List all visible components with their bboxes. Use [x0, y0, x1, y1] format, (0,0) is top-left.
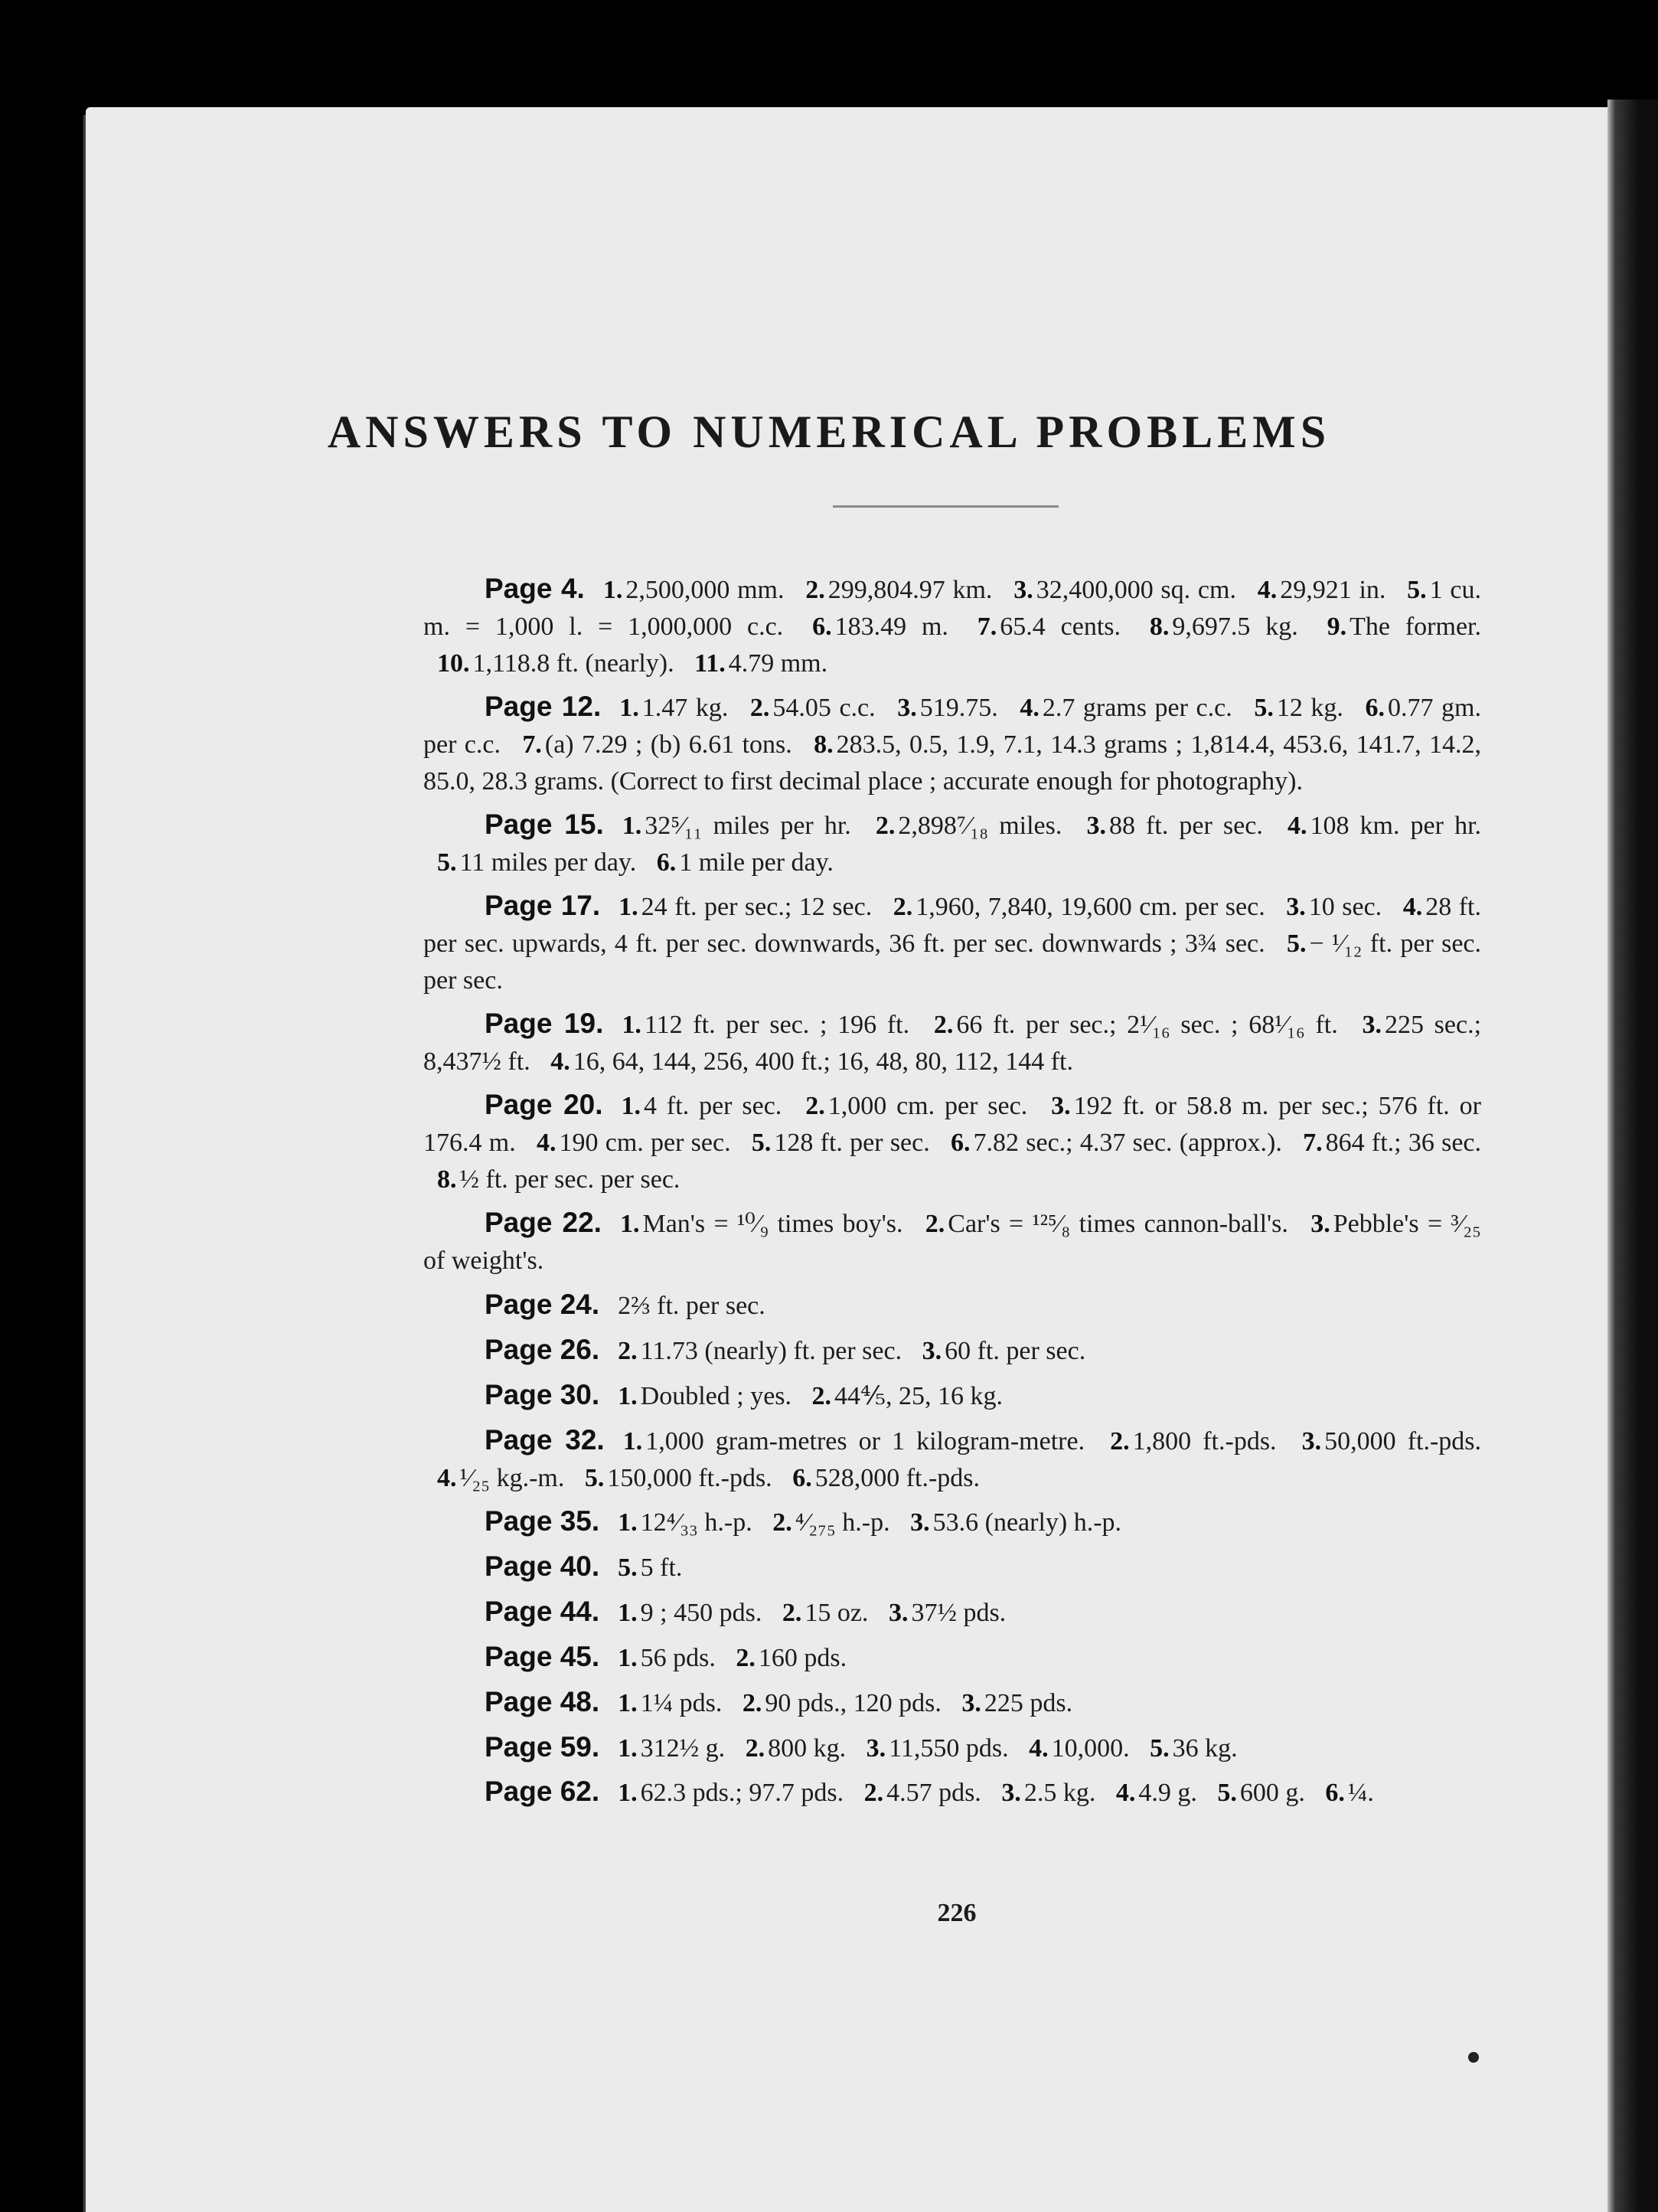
answer-text: 528,000 ft.-pds.	[814, 1464, 981, 1492]
answer-number: 1.	[618, 893, 638, 921]
answer-text: 190 cm. per sec.	[559, 1129, 731, 1157]
page-reference: Page 24.	[485, 1289, 600, 1320]
answer-text: 864 ft.; 36 sec.	[1325, 1129, 1482, 1157]
answer-text: 600 g.	[1239, 1779, 1305, 1807]
answer-entry	[423, 1086, 1481, 1198]
answer-text: 88 ft. per sec.	[1108, 812, 1263, 840]
answer-text: 28 ft. per sec. upwards, 4 ft. per sec. downwards, 36 ft. per sec. downwards ; 3¾ sec.	[423, 893, 1482, 958]
answer-text: 283.5, 0.5, 1.9, 7.1, 14.3 grams ; 1,814.4, 453.6, 141.7, 14.2, 85.0, 28.3 grams. (Correct to first decimal place ; accurate enough for photography).	[423, 730, 1482, 796]
answer-text: 11,550 pds.	[889, 1734, 1009, 1763]
answer-entry	[423, 1286, 1481, 1325]
ink-spot	[1468, 2052, 1479, 2063]
answer-number: 9.	[1327, 613, 1347, 641]
answer-text: 12⁴⁄₃₃ h.-p.	[640, 1508, 752, 1537]
answer-text: 12 kg.	[1276, 694, 1343, 722]
answer-text: 1,960, 7,840, 19,600 cm. per sec.	[915, 893, 1265, 921]
answer-text: ¹⁄₂₅ kg.-m.	[459, 1464, 565, 1492]
answer-number: 3.	[1051, 1092, 1071, 1120]
answer-text: 112 ft. per sec. ; 196 ft.	[644, 1011, 910, 1039]
answer-text: 44⅘, 25, 16 kg.	[834, 1382, 1003, 1410]
answer-number: 4.	[1257, 576, 1278, 604]
answer-text: 54.05 c.c.	[772, 694, 876, 722]
answer-text: 2⅔ ft. per sec.	[618, 1292, 765, 1320]
answer-text: 800 kg.	[768, 1734, 847, 1763]
answer-number: 3.	[1086, 812, 1106, 840]
answer-number: 2.	[863, 1779, 884, 1807]
answer-text: 10,000.	[1051, 1734, 1130, 1763]
page-reference: Page 35.	[485, 1505, 600, 1537]
answer-entry	[423, 1593, 1481, 1632]
answer-number: 5.	[751, 1129, 772, 1157]
answer-number: 3.	[1286, 893, 1306, 921]
answers-list	[423, 570, 1481, 1818]
answer-number: 1.	[618, 1689, 638, 1717]
answer-number: 1.	[622, 1427, 643, 1456]
answer-number: 5.	[1254, 694, 1274, 722]
answer-text: 1¼ pds.	[640, 1689, 723, 1717]
answer-text: 299,804.97 km.	[827, 576, 993, 604]
answer-number: 3.	[922, 1337, 942, 1365]
answer-number: 4.	[437, 1464, 457, 1492]
answer-number: 5.	[437, 848, 457, 877]
answer-number: 2.	[875, 812, 896, 840]
answer-text: 150,000 ft.-pds.	[607, 1464, 772, 1492]
page-title: ANSWERS TO NUMERICAL PROBLEMS	[327, 407, 1331, 458]
answer-number: 1.	[602, 576, 623, 604]
answer-text: 60 ft. per sec.	[945, 1337, 1086, 1365]
answer-number: 3.	[866, 1734, 886, 1763]
page-reference: Page 32.	[485, 1424, 605, 1456]
answer-text: 108 km. per hr.	[1310, 812, 1482, 840]
answer-number: 3.	[961, 1689, 981, 1717]
answer-number: 3.	[1001, 1779, 1021, 1807]
answer-text: ¼.	[1347, 1779, 1374, 1807]
answer-entry	[423, 1639, 1481, 1677]
page-reference: Page 15.	[485, 809, 604, 840]
answer-text: 9 ; 450 pds.	[640, 1599, 762, 1627]
answer-text: 160 pds.	[758, 1644, 847, 1672]
answer-number: 5.	[584, 1464, 605, 1492]
answer-entry	[423, 1422, 1481, 1497]
answer-number: 3.	[1310, 1210, 1330, 1238]
answer-entry	[423, 1331, 1481, 1370]
answer-number: 8.	[1149, 613, 1170, 641]
answer-entry	[423, 688, 1481, 800]
answer-text: 1,000 gram-metres or 1 kilogram-metre.	[645, 1427, 1085, 1456]
answer-text: 1,000 cm. per sec.	[827, 1092, 1028, 1120]
answer-text: 50,000 ft.-pds.	[1324, 1427, 1482, 1456]
answer-number: 3.	[888, 1599, 909, 1627]
answer-text: 1 cu. m. = 1,000 l. = 1,000,000 c.c.	[423, 576, 1482, 641]
answer-entry	[423, 1773, 1481, 1812]
answer-number: 10.	[437, 649, 470, 678]
answer-text: ⁴⁄₂₇₅ h.-p.	[795, 1508, 890, 1537]
answer-text: 1.47 kg.	[641, 694, 729, 722]
answer-number: 4.	[1029, 1734, 1049, 1763]
answer-text: Doubled ; yes.	[640, 1382, 792, 1410]
answer-text: 312½ g.	[640, 1734, 726, 1763]
answer-text: 11 miles per day.	[459, 848, 637, 877]
answer-text: 53.6 (nearly) h.-p.	[932, 1508, 1122, 1537]
answer-number: 3.	[1013, 576, 1033, 604]
answer-number: 6.	[1325, 1779, 1345, 1807]
answer-number: 7.	[1303, 1129, 1323, 1157]
answer-text: 36 kg.	[1172, 1734, 1238, 1763]
answer-text: 37½ pds.	[911, 1599, 1007, 1627]
page-reference: Page 62.	[485, 1776, 600, 1807]
answer-number: 3.	[910, 1508, 930, 1537]
answer-text: 29,921 in.	[1280, 576, 1386, 604]
answer-entry	[423, 806, 1481, 881]
answer-number: 2.	[811, 1382, 832, 1410]
answer-number: 2.	[1110, 1427, 1130, 1456]
answer-text: 32⁵⁄₁₁ miles per hr.	[645, 812, 851, 840]
answer-number: 2.	[782, 1599, 802, 1627]
page-reference: Page 30.	[485, 1379, 600, 1410]
answer-number: 8.	[814, 730, 834, 759]
answer-number: 5.	[618, 1554, 638, 1582]
answer-text: 225 pds.	[984, 1689, 1073, 1717]
answer-text: 10 sec.	[1308, 893, 1382, 921]
answer-number: 5.	[1150, 1734, 1170, 1763]
answer-text: 5 ft.	[640, 1554, 683, 1582]
answer-number: 2.	[745, 1734, 765, 1763]
answer-text: 4.9 g.	[1138, 1779, 1197, 1807]
page-reference: Page 22.	[485, 1207, 602, 1238]
answer-text: (a) 7.29 ; (b) 6.61 tons.	[544, 730, 792, 759]
page-reference: Page 26.	[485, 1334, 600, 1365]
answer-number: 4.	[1287, 812, 1307, 840]
answer-text: 2.5 kg.	[1023, 1779, 1096, 1807]
answer-number: 8.	[437, 1165, 457, 1194]
answer-entry	[423, 1377, 1481, 1415]
page-reference: Page 44.	[485, 1596, 600, 1627]
answer-number: 1.	[618, 1779, 638, 1807]
answer-text: 519.75.	[919, 694, 998, 722]
answer-entry	[423, 1503, 1481, 1541]
answer-number: 1.	[622, 812, 642, 840]
title-rule	[833, 505, 1059, 508]
answer-number: 3.	[1301, 1427, 1322, 1456]
answer-number: 7.	[522, 730, 542, 759]
answer-text: 11.73 (nearly) ft. per sec.	[640, 1337, 902, 1365]
page-reference: Page 4.	[485, 573, 585, 604]
answer-text: ½ ft. per sec. per sec.	[459, 1165, 680, 1194]
answer-text: 192 ft. or 58.8 m. per sec.; 576 ft. or 176.4 m.	[423, 1092, 1482, 1157]
answer-entry	[423, 1204, 1481, 1279]
answer-text: 225 sec.; 8,437½ ft.	[423, 1011, 1482, 1076]
answer-text: 4.79 mm.	[728, 649, 828, 678]
page-reference: Page 45.	[485, 1641, 600, 1672]
answer-number: 2.	[933, 1011, 954, 1039]
answer-number: 2.	[925, 1210, 945, 1238]
answer-entry	[423, 1729, 1481, 1767]
answer-text: Man's = ¹⁰⁄₉ times boy's.	[642, 1210, 903, 1238]
page-reference: Page 20.	[485, 1089, 603, 1120]
answer-text: 90 pds., 120 pds.	[765, 1689, 942, 1717]
page-reference: Page 40.	[485, 1550, 600, 1582]
answer-number: 2.	[742, 1689, 762, 1717]
answer-text: 2,500,000 mm.	[625, 576, 785, 604]
answer-text: 32,400,000 sq. cm.	[1036, 576, 1236, 604]
answer-number: 6.	[656, 848, 677, 877]
answer-text: 1 mile per day.	[679, 848, 834, 877]
answer-number: 1.	[618, 1599, 638, 1627]
answer-text: 1,800 ft.-pds.	[1132, 1427, 1277, 1456]
answer-number: 1.	[622, 1011, 641, 1039]
answer-number: 1.	[618, 1734, 638, 1763]
answer-number: 1.	[618, 1508, 638, 1537]
answer-number: 4.	[550, 1047, 570, 1076]
answer-entry	[423, 570, 1481, 682]
answer-text: 7.82 sec.; 4.37 sec. (approx.).	[973, 1129, 1282, 1157]
answer-number: 3.	[897, 694, 917, 722]
answer-text: 65.4 cents.	[1000, 613, 1121, 641]
answer-text: 4 ft. per sec.	[644, 1092, 782, 1120]
answer-number: 2.	[618, 1337, 638, 1365]
answer-text: 2,898⁷⁄₁₈ miles.	[898, 812, 1062, 840]
answer-text: 16, 64, 144, 256, 400 ft.; 16, 48, 80, 112, 144 ft.	[573, 1047, 1074, 1076]
answer-number: 6.	[792, 1464, 812, 1492]
answer-number: 11.	[694, 649, 726, 678]
answer-number: 2.	[736, 1644, 756, 1672]
page-reference: Page 17.	[485, 890, 601, 921]
answer-number: 2.	[805, 1092, 825, 1120]
answer-text: 183.49 m.	[834, 613, 948, 641]
answer-text: 4.57 pds.	[886, 1779, 981, 1807]
answer-number: 1.	[618, 1644, 638, 1672]
answer-entry	[423, 887, 1481, 999]
answer-number: 1.	[619, 694, 639, 722]
answer-text: 62.3 pds.; 97.7 pds.	[640, 1779, 844, 1807]
answer-text: Pebble's = ³⁄₂₅ of weight's.	[423, 1210, 1482, 1275]
answer-text: 15 oz.	[805, 1599, 869, 1627]
answer-text: 0.77 gm. per c.c.	[423, 694, 1481, 759]
answer-number: 1.	[621, 1092, 641, 1120]
answer-text: − ¹⁄₁₂ ft. per sec. per sec.	[423, 930, 1481, 995]
answer-text: The former.	[1350, 613, 1481, 641]
answer-entry	[423, 1005, 1481, 1080]
answer-text: 66 ft. per sec.; 2¹⁄₁₆ sec. ; 68¹⁄₁₆ ft.	[956, 1011, 1338, 1039]
answer-number: 6.	[812, 613, 832, 641]
answer-number: 6.	[951, 1129, 971, 1157]
page-reference: Page 48.	[485, 1686, 600, 1717]
answer-number: 1.	[618, 1382, 638, 1410]
answer-number: 6.	[1365, 694, 1385, 722]
answer-text: 56 pds.	[640, 1644, 716, 1672]
answer-entry	[423, 1684, 1481, 1722]
answer-text: 9,697.5 kg.	[1172, 613, 1298, 641]
answer-number: 4.	[536, 1129, 556, 1157]
answer-text: 128 ft. per sec.	[774, 1129, 930, 1157]
answer-number: 4.	[1115, 1779, 1136, 1807]
answer-number: 5.	[1286, 930, 1307, 958]
page-reference: Page 12.	[485, 691, 602, 722]
answer-number: 2.	[893, 893, 913, 921]
answer-text: 24 ft. per sec.; 12 sec.	[641, 893, 873, 921]
answer-entry	[423, 1548, 1481, 1586]
page-reference: Page 59.	[485, 1731, 600, 1763]
answer-number: 7.	[977, 613, 997, 641]
answer-number: 1.	[619, 1210, 640, 1238]
answer-text: 2.7 grams per c.c.	[1042, 694, 1232, 722]
answer-number: 4.	[1402, 893, 1423, 921]
answer-number: 2.	[772, 1508, 792, 1537]
answer-text: Car's = ¹²⁵⁄₈ times cannon-ball's.	[948, 1210, 1288, 1238]
answer-number: 4.	[1020, 694, 1040, 722]
answer-number: 5.	[1217, 1779, 1237, 1807]
page-number: 226	[937, 1899, 977, 1927]
page-reference: Page 19.	[485, 1008, 604, 1039]
answer-number: 3.	[1362, 1011, 1382, 1039]
answer-number: 2.	[805, 576, 825, 604]
answer-number: 2.	[749, 694, 770, 722]
answer-text: 1,118.8 ft. (nearly).	[472, 649, 674, 678]
answer-number: 5.	[1407, 576, 1427, 604]
